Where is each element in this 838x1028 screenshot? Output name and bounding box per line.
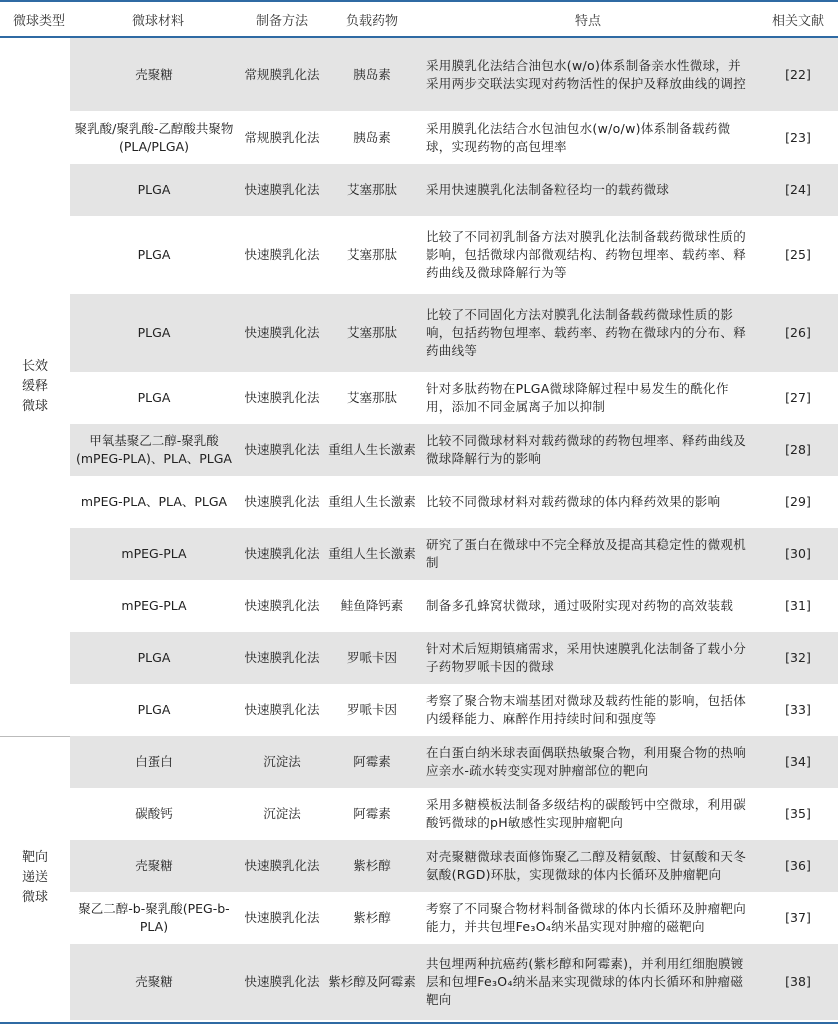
table-row (70, 580, 838, 632)
reference-cell: [34] (785, 754, 811, 769)
drug-cell: 艾塞那肽 (346, 390, 397, 405)
drug-cell: 阿霉素 (353, 754, 391, 769)
drug-cell: 重组人生长激素 (328, 546, 416, 561)
drug-cell: 阿霉素 (353, 806, 391, 821)
method-cell: 快速膜乳化法 (244, 442, 320, 457)
reference-cell: [30] (785, 546, 811, 561)
method-cell: 快速膜乳化法 (244, 247, 320, 262)
method-cell: 快速膜乳化法 (244, 910, 320, 925)
material-cell: 壳聚糖 (135, 66, 173, 82)
method-cell: 快速膜乳化法 (244, 390, 320, 405)
material-cell: mPEG-PLA、PLA、PLGA (80, 494, 228, 509)
method-cell: 快速膜乳化法 (244, 325, 320, 340)
header-microsphere-type: 微球类型 (12, 14, 65, 29)
table-row (70, 38, 838, 111)
table-row (70, 684, 838, 736)
method-cell: 快速膜乳化法 (244, 702, 320, 717)
feature-cell: 研究了蛋白在微球中不完全释放及提高其稳定性的微观机制 (426, 537, 747, 570)
reference-cell: [26] (785, 325, 811, 340)
material-cell: 碳酸钙 (135, 806, 173, 821)
material-cell: mPEG-PLA (121, 598, 187, 613)
drug-cell: 重组人生长激素 (328, 494, 416, 509)
feature-cell: 比较了不同固化方法对膜乳化法制备载药微球性质的影响，包括药物包埋率、载药率、药物在微球内的分布、释药曲线等 (426, 307, 747, 358)
material-cell: mPEG-PLA (121, 546, 187, 561)
top-rule (0, 0, 838, 2)
table-row (70, 788, 838, 840)
feature-cell: 比较不同微球材料对载药微球的体内释药效果的影响 (426, 494, 721, 509)
microsphere-type-cell (0, 38, 70, 736)
method-cell: 快速膜乳化法 (244, 650, 320, 665)
drug-cell: 艾塞那肽 (346, 325, 397, 340)
header-drug: 负载药物 (345, 14, 398, 29)
reference-cell: [29] (785, 494, 811, 509)
method-cell: 快速膜乳化法 (244, 598, 320, 613)
reference-cell: [36] (785, 858, 811, 873)
material-cell: 壳聚糖 (135, 858, 173, 873)
feature-cell: 采用快速膜乳化法制备粒径均一的载药微球 (426, 182, 670, 197)
drug-cell: 紫杉醇 (353, 858, 391, 873)
method-cell: 常规膜乳化法 (244, 129, 320, 145)
table-row (70, 736, 838, 788)
material-cell: PLGA (137, 702, 171, 717)
table-row (70, 372, 838, 424)
material-cell: PLGA (137, 182, 171, 197)
drug-cell: 艾塞那肽 (346, 247, 397, 262)
reference-cell: [24] (785, 182, 811, 197)
reference-cell: [37] (785, 910, 811, 925)
reference-cell: [35] (785, 806, 811, 821)
material-cell: PLGA (137, 247, 171, 262)
drug-cell: 罗哌卡因 (346, 702, 397, 717)
method-cell: 快速膜乳化法 (244, 858, 320, 873)
material-cell: PLGA (137, 390, 171, 405)
drug-cell: 鲑鱼降钙素 (340, 598, 404, 613)
feature-cell: 在白蛋白纳米球表面偶联热敏聚合物，利用聚合物的热响应亲水-疏水转变实现对肿瘤部位的靶向 (426, 745, 747, 778)
feature-cell: 考察了不同聚合物材料制备微球的体内长循环及肿瘤靶向能力，并共包埋Fe₃O₄纳米晶实现对肿瘤的磁靶向 (426, 901, 747, 934)
feature-cell: 对壳聚糖微球表面修饰聚乙二醇及精氨酸、甘氨酸和天冬氨酸(RGD)环肽，实现微球的体内长循环及肿瘤靶向 (426, 849, 747, 882)
table-row (70, 476, 838, 528)
method-cell: 快速膜乳化法 (244, 182, 320, 197)
feature-cell: 针对多肽药物在PLGA微球降解过程中易发生的酰化作用，添加不同金属离子加以抑制 (426, 381, 729, 414)
microsphere-type-label: 靶向递送微球 (21, 850, 48, 905)
reference-cell: [32] (785, 650, 811, 665)
table-row (70, 216, 838, 294)
reference-cell: [25] (785, 247, 811, 262)
drug-cell: 胰岛素 (353, 66, 391, 82)
drug-cell: 紫杉醇 (353, 910, 391, 925)
feature-cell: 考察了聚合物末端基团对微球及载药性能的影响，包括体内缓释能力、麻醉作用持续时间和强度等 (426, 693, 747, 726)
feature-cell: 针对术后短期镇痛需求，采用快速膜乳化法制备了载小分子药物罗哌卡因的微球 (426, 641, 747, 674)
material-cell: PLGA (137, 650, 171, 665)
bottom-rule (0, 1022, 838, 1024)
material-cell: 壳聚糖 (135, 974, 173, 989)
feature-cell: 共包埋两种抗癌药(紫杉醇和阿霉素)，并利用红细胞膜镀层和包埋Fe₃O₄纳米晶来实现微球的体内长循环和肿瘤磁靶向 (426, 956, 744, 1007)
table-row (70, 632, 838, 684)
microsphere-type-label: 长效缓释微球 (21, 359, 48, 414)
material-cell: 白蛋白 (135, 754, 173, 769)
material-cell: 聚乳酸/聚乳酸-乙醇酸共聚物(PLA/PLGA) (74, 120, 234, 154)
reference-cell: [27] (785, 390, 811, 405)
table-row (70, 528, 838, 580)
method-cell: 常规膜乳化法 (244, 66, 320, 82)
table-row (70, 892, 838, 944)
table-row (70, 944, 838, 1020)
header-method: 制备方法 (255, 14, 308, 29)
table-row (70, 840, 838, 892)
drug-cell: 重组人生长激素 (328, 442, 416, 457)
reference-cell: [31] (785, 598, 811, 613)
header-material: 微球材料 (131, 14, 184, 29)
feature-cell: 比较不同微球材料对载药微球的药物包埋率、释药曲线及微球降解行为的影响 (426, 433, 747, 466)
table-row (70, 294, 838, 372)
drug-cell: 紫杉醇及阿霉素 (328, 974, 416, 989)
method-cell: 快速膜乳化法 (244, 546, 320, 561)
table-header (0, 3, 838, 36)
material-cell: 聚乙二醇-b-聚乳酸(PEG-b-PLA) (78, 901, 230, 934)
reference-cell: [22] (785, 66, 811, 82)
reference-cell: [28] (785, 442, 811, 457)
reference-cell: [33] (785, 702, 811, 717)
method-cell: 快速膜乳化法 (244, 494, 320, 509)
method-cell: 快速膜乳化法 (244, 974, 320, 989)
feature-cell: 比较了不同初乳制备方法对膜乳化法制备载药微球性质的影响，包括微球内部微观结构、药物包埋率、载药率、释药曲线及微球降解行为等 (426, 229, 747, 280)
method-cell: 沉淀法 (263, 754, 301, 769)
header-feature: 特点 (574, 14, 601, 29)
feature-cell: 制备多孔蜂窝状微球，通过吸附实现对药物的高效装载 (426, 598, 734, 613)
feature-cell: 采用膜乳化法结合水包油包水(w/o/w)体系制备载药微球，实现药物的高包埋率 (426, 120, 731, 154)
material-cell: 甲氧基聚乙二醇-聚乳酸(mPEG-PLA)、PLA、PLGA (76, 433, 232, 466)
reference-cell: [23] (785, 129, 811, 145)
feature-cell: 采用多糖模板法制备多级结构的碳酸钙中空微球，利用碳酸钙微球的pH敏感性实现肿瘤靶向 (426, 797, 747, 830)
header-reference: 相关文献 (771, 14, 824, 29)
feature-cell: 采用膜乳化法结合油包水(w/o)体系制备亲水性微球，并采用两步交联法实现对药物活性的保护及释放曲线的调控 (426, 57, 747, 91)
material-cell: PLGA (137, 325, 171, 340)
drug-cell: 艾塞那肽 (346, 182, 397, 197)
drug-cell: 胰岛素 (353, 129, 391, 145)
reference-cell: [38] (785, 974, 811, 989)
table-row (70, 111, 838, 164)
drug-cell: 罗哌卡因 (346, 650, 397, 665)
method-cell: 沉淀法 (263, 806, 301, 821)
table-row (70, 164, 838, 216)
microsphere-type-cell (0, 736, 70, 1020)
table-row (70, 424, 838, 476)
